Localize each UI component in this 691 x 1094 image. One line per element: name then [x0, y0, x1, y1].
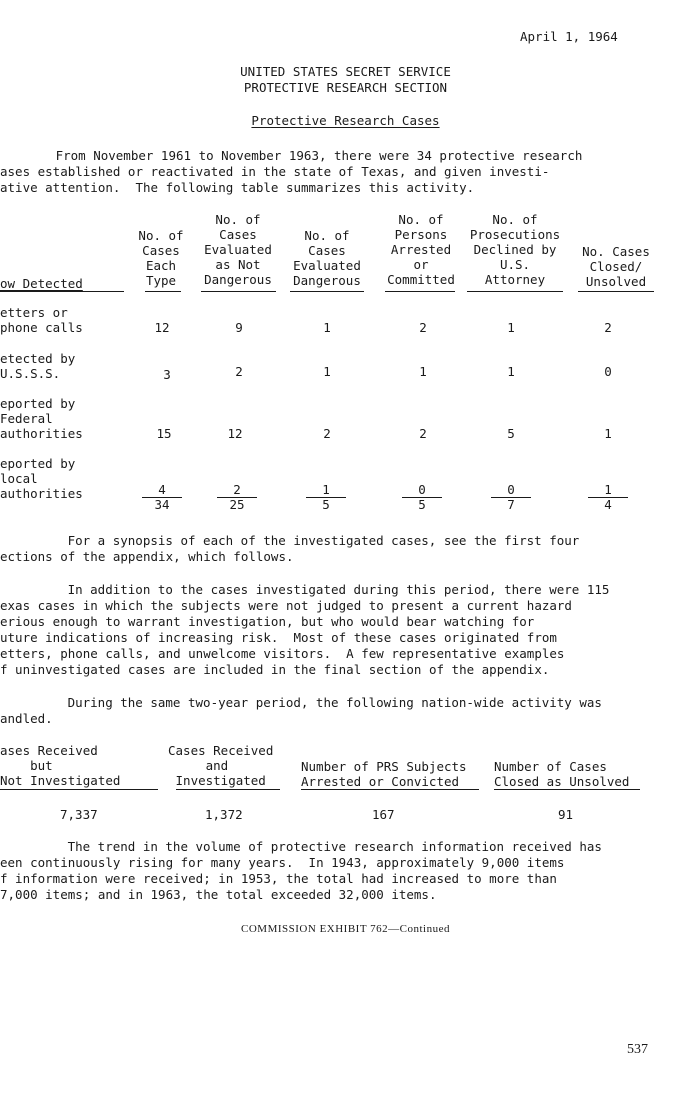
column-header-investigated: Cases Received and Investigated	[168, 743, 274, 788]
row-value: 4	[142, 483, 182, 498]
column-header-arrested: No. of Persons Arrested or Committed	[387, 212, 455, 287]
column-total: 5	[322, 497, 330, 512]
text-line: 7,000 items; and in 1963, the total exceeded 32,000 items.	[0, 887, 437, 902]
cell-dangerous: 2	[323, 426, 331, 441]
cell-cases-each-type: 3	[163, 367, 171, 382]
text-line: erious enough to warrant investigation, but who would bear watching for	[0, 614, 535, 629]
text-line: ections of the appendix, which follows.	[0, 549, 294, 564]
cell-not-dangerous: 9	[235, 320, 243, 335]
cell-cases-each-type	[142, 483, 182, 512]
title-text: Protective Research Cases	[251, 113, 440, 128]
cell-prosecutions-declined: 1	[507, 320, 515, 335]
column-total: 25	[229, 497, 245, 512]
row-label: eported by Federal authorities	[0, 396, 83, 441]
cell-dangerous: 1	[323, 320, 331, 335]
column-total: 34	[154, 497, 170, 512]
row-label: etters or phone calls	[0, 305, 83, 335]
column-header-not-investigated: ases Received but Not Investigated	[0, 743, 121, 788]
cell-closed-unsolved: 1	[604, 426, 612, 441]
column-header-cases-each-type: No. of Cases Each Type	[138, 228, 184, 288]
cell-dangerous: 1	[323, 364, 331, 379]
text-line: ases established or reactivated in the state of Texas, and given investi-	[0, 164, 550, 179]
column-header-dangerous: No. of Cases Evaluated Dangerous	[293, 228, 361, 288]
column-header-closed-unsolved: Number of Cases Closed as Unsolved	[494, 759, 630, 789]
row-label: etected by U.S.S.S.	[0, 351, 76, 381]
cell-not-dangerous	[217, 483, 257, 512]
text-line: The trend in the volume of protective research information received has	[45, 839, 602, 854]
text-line: From November 1961 to November 1963, there were 34 protective research	[33, 148, 583, 163]
column-header-not-dangerous: No. of Cases Evaluated as Not Dangerous	[204, 212, 272, 287]
exhibit-caption: COMMISSION EXHIBIT 762—Continued	[241, 923, 450, 935]
header-underline	[467, 291, 563, 292]
row-value: 0	[491, 483, 531, 498]
text-line: f uninvestigated cases are included in the final section of the appendix.	[0, 662, 550, 677]
value-not-investigated: 7,337	[60, 807, 98, 822]
text-line: andled.	[0, 711, 53, 726]
header-underline	[0, 789, 158, 790]
text-line: ative attention. The following table summarizes this activity.	[0, 180, 475, 195]
row-value: 0	[402, 483, 442, 498]
text-line: For a synopsis of each of the investigated cases, see the first four	[45, 533, 580, 548]
section-heading: PROTECTIVE RESEARCH SECTION	[243, 80, 448, 95]
cell-cases-each-type: 12	[154, 320, 170, 335]
text-line: In addition to the cases investigated during this period, there were 115	[45, 582, 610, 597]
row-value: 1	[588, 483, 628, 498]
text-line: uture indications of increasing risk. Most of these cases originated from	[0, 630, 557, 645]
cell-closed-unsolved	[588, 483, 628, 512]
cell-not-dangerous: 12	[227, 426, 243, 441]
header-underline	[578, 291, 654, 292]
cell-arrested: 1	[419, 364, 427, 379]
cell-prosecutions-declined: 1	[507, 364, 515, 379]
text-line: etters, phone calls, and unwelcome visitors. A few representative examples	[0, 646, 565, 661]
header-underline	[494, 789, 640, 790]
header-underline	[290, 291, 364, 292]
column-header-how-detected: ow Detected	[0, 276, 83, 291]
row-label: eported by local authorities	[0, 456, 83, 501]
header-underline	[301, 789, 479, 790]
cell-closed-unsolved: 2	[604, 320, 612, 335]
column-header-prosecutions-declined: No. of Prosecutions Declined by U.S. Attorney	[469, 212, 561, 287]
agency-heading: UNITED STATES SECRET SERVICE	[240, 64, 451, 79]
header-underline	[145, 291, 181, 292]
cell-cases-each-type: 15	[156, 426, 172, 441]
cell-prosecutions-declined	[491, 483, 531, 512]
date: April 1, 1964	[520, 29, 618, 44]
column-total: 4	[604, 497, 612, 512]
row-value: 1	[306, 483, 346, 498]
text-line: During the same two-year period, the following nation-wide activity was	[45, 695, 602, 710]
cell-arrested	[402, 483, 442, 512]
header-underline	[385, 291, 455, 292]
column-header-arrested-convicted: Number of PRS Subjects Arrested or Convicted	[301, 759, 467, 789]
page-title	[0, 113, 691, 129]
cell-closed-unsolved: 0	[604, 364, 612, 379]
page-number: 537	[627, 1042, 648, 1057]
column-header-closed-unsolved: No. Cases Closed/ Unsolved	[582, 244, 650, 289]
value-investigated: 1,372	[205, 807, 243, 822]
value-closed-unsolved: 91	[558, 807, 574, 822]
value-arrested-convicted: 167	[372, 807, 395, 822]
column-total: 5	[418, 497, 426, 512]
text-line: exas cases in which the subjects were not judged to present a current hazard	[0, 598, 572, 613]
cell-arrested: 2	[419, 320, 427, 335]
text-line: een continuously rising for many years. In 1943, approximately 9,000 items	[0, 855, 565, 870]
cell-prosecutions-declined: 5	[507, 426, 515, 441]
header-underline	[0, 291, 124, 292]
row-value: 2	[217, 483, 257, 498]
column-total: 7	[507, 497, 515, 512]
cell-dangerous	[306, 483, 346, 512]
header-underline	[176, 789, 280, 790]
cell-arrested: 2	[419, 426, 427, 441]
cell-not-dangerous: 2	[235, 364, 243, 379]
text-line: f information were received; in 1953, the total had increased to more than	[0, 871, 557, 886]
header-underline	[201, 291, 276, 292]
